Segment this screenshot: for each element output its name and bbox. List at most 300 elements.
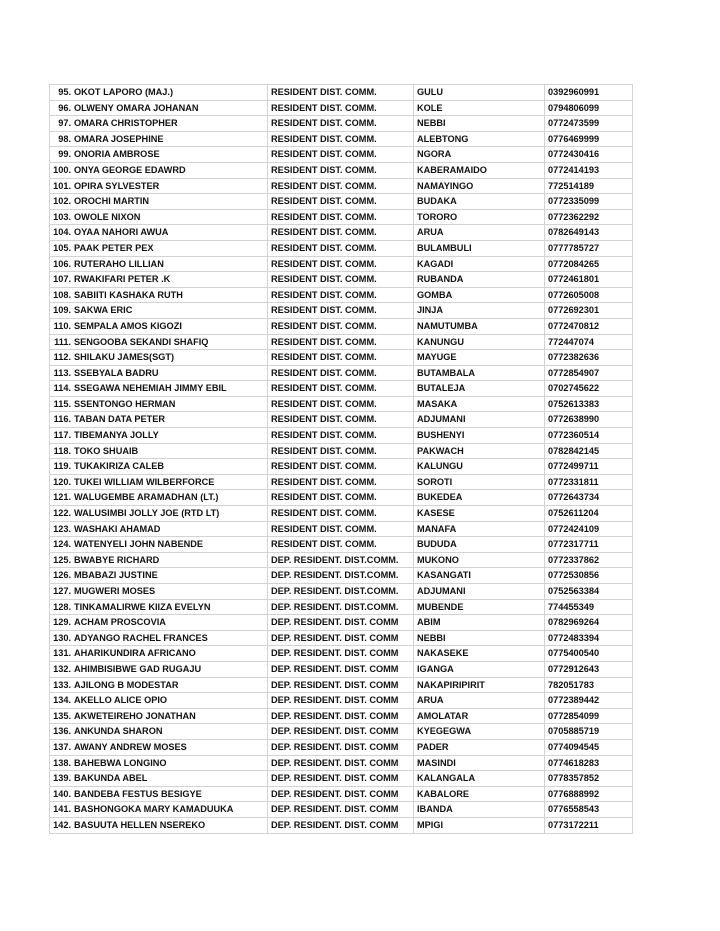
table-row xyxy=(50,100,633,116)
title-cell: DEP. RESIDENT. DIST. COMM xyxy=(268,771,414,787)
name-cell xyxy=(50,116,268,132)
phone-cell: 0772362292 xyxy=(545,209,633,225)
official-name: BAKUNDA ABEL xyxy=(74,773,148,784)
official-name: ONORIA AMBROSE xyxy=(74,149,160,160)
title-cell: RESIDENT DIST. COMM. xyxy=(268,256,414,272)
district-cell: IGANGA xyxy=(414,661,545,677)
district-cell: IBANDA xyxy=(414,802,545,818)
official-name: SEMPALA AMOS KIGOZI xyxy=(74,320,182,331)
title-cell: DEP. RESIDENT. DIST. COMM xyxy=(268,708,414,724)
district-cell: GULU xyxy=(414,85,545,101)
district-cell: NAKAPIRIPIRIT xyxy=(414,677,545,693)
name-cell xyxy=(50,178,268,194)
table-row xyxy=(50,630,633,646)
official-name: PAAK PETER PEX xyxy=(74,242,154,253)
name-cell xyxy=(50,131,268,147)
name-cell xyxy=(50,225,268,241)
row-number: 104. xyxy=(53,227,71,238)
name-cell xyxy=(50,194,268,210)
title-cell: RESIDENT DIST. COMM. xyxy=(268,521,414,537)
title-cell: DEP. RESIDENT. DIST. COMM xyxy=(268,693,414,709)
row-number: 96. xyxy=(58,102,71,113)
phone-cell: 0772605008 xyxy=(545,287,633,303)
phone-cell: 0794806099 xyxy=(545,100,633,116)
phone-cell: 0772389442 xyxy=(545,693,633,709)
name-cell xyxy=(50,693,268,709)
name-cell xyxy=(50,568,268,584)
district-cell: MASINDI xyxy=(414,755,545,771)
official-name: SSEBYALA BADRU xyxy=(74,367,159,378)
table-row xyxy=(50,209,633,225)
phone-cell: 0772854099 xyxy=(545,708,633,724)
official-name: BANDEBA FESTUS BESIGYE xyxy=(74,788,202,799)
table-row xyxy=(50,459,633,475)
name-cell xyxy=(50,708,268,724)
district-cell: BUTAMBALA xyxy=(414,365,545,381)
table-row xyxy=(50,755,633,771)
row-number: 101. xyxy=(53,180,71,191)
title-cell: RESIDENT DIST. COMM. xyxy=(268,506,414,522)
row-number: 134. xyxy=(53,695,71,706)
district-cell: ARUA xyxy=(414,693,545,709)
title-cell: DEP. RESIDENT. DIST. COMM xyxy=(268,661,414,677)
title-cell: RESIDENT DIST. COMM. xyxy=(268,209,414,225)
official-name: SENGOOBA SEKANDI SHAFIQ xyxy=(74,336,209,347)
row-number: 142. xyxy=(53,819,71,830)
phone-cell: 0773172211 xyxy=(545,817,633,833)
district-cell: NEBBI xyxy=(414,630,545,646)
name-cell xyxy=(50,287,268,303)
table-row xyxy=(50,802,633,818)
official-name: AJILONG B MODESTAR xyxy=(74,679,179,690)
table-row xyxy=(50,178,633,194)
phone-cell: 0772854907 xyxy=(545,365,633,381)
district-cell: MUKONO xyxy=(414,552,545,568)
title-cell: DEP. RESIDENT. DIST. COMM xyxy=(268,615,414,631)
row-number: 100. xyxy=(53,164,71,175)
table-row xyxy=(50,365,633,381)
phone-cell: 0774094545 xyxy=(545,739,633,755)
official-name: OKOT LAPORO (MAJ.) xyxy=(74,87,174,97)
row-number: 128. xyxy=(53,601,71,612)
row-number: 125. xyxy=(53,554,71,565)
row-number: 111. xyxy=(54,336,71,347)
row-number: 131. xyxy=(53,648,71,659)
name-cell xyxy=(50,350,268,366)
table-row xyxy=(50,287,633,303)
title-cell: RESIDENT DIST. COMM. xyxy=(268,303,414,319)
district-cell: AMOLATAR xyxy=(414,708,545,724)
table-row xyxy=(50,381,633,397)
phone-cell: 0776469999 xyxy=(545,131,633,147)
table-row xyxy=(50,521,633,537)
district-cell: ABIM xyxy=(414,615,545,631)
official-name: TABAN DATA PETER xyxy=(74,414,166,425)
district-cell: NGORA xyxy=(414,147,545,163)
name-cell xyxy=(50,428,268,444)
phone-cell: 0772461801 xyxy=(545,272,633,288)
district-cell: KASANGATI xyxy=(414,568,545,584)
phone-cell: 0772643734 xyxy=(545,490,633,506)
official-name: SSEGAWA NEHEMIAH JIMMY EBIL xyxy=(74,383,227,394)
table-row xyxy=(50,412,633,428)
row-number: 130. xyxy=(53,632,71,643)
title-cell: RESIDENT DIST. COMM. xyxy=(268,287,414,303)
title-cell: DEP. RESIDENT. DIST. COMM xyxy=(268,817,414,833)
official-name: RWAKIFARI PETER .K xyxy=(74,274,171,285)
title-cell: DEP. RESIDENT. DIST. COMM xyxy=(268,630,414,646)
title-cell: RESIDENT DIST. COMM. xyxy=(268,272,414,288)
title-cell: RESIDENT DIST. COMM. xyxy=(268,350,414,366)
district-cell: ALEBTONG xyxy=(414,131,545,147)
official-name: AKELLO ALICE OPIO xyxy=(74,695,168,706)
row-number: 122. xyxy=(53,508,71,519)
row-number: 138. xyxy=(53,757,71,768)
phone-cell: 0772317711 xyxy=(545,537,633,553)
row-number: 141. xyxy=(53,804,71,815)
name-cell xyxy=(50,209,268,225)
name-cell xyxy=(50,443,268,459)
name-cell xyxy=(50,646,268,662)
district-cell: BUDAKA xyxy=(414,194,545,210)
district-cell: NAMAYINGO xyxy=(414,178,545,194)
table-row xyxy=(50,724,633,740)
district-cell: KABERAMAIDO xyxy=(414,162,545,178)
name-cell xyxy=(50,256,268,272)
name-cell xyxy=(50,817,268,833)
phone-cell: 774455349 xyxy=(545,599,633,615)
name-cell xyxy=(50,303,268,319)
official-name: AWANY ANDREW MOSES xyxy=(74,741,187,752)
official-name: TUKEI WILLIAM WILBERFORCE xyxy=(74,476,215,487)
phone-cell: 0772424109 xyxy=(545,521,633,537)
row-number: 120. xyxy=(53,476,71,487)
official-name: OWOLE NIXON xyxy=(74,211,141,222)
row-number: 136. xyxy=(53,726,71,737)
title-cell: RESIDENT DIST. COMM. xyxy=(268,162,414,178)
row-number: 129. xyxy=(53,617,71,628)
name-cell xyxy=(50,584,268,600)
title-cell: RESIDENT DIST. COMM. xyxy=(268,240,414,256)
district-cell: PAKWACH xyxy=(414,443,545,459)
name-cell xyxy=(50,630,268,646)
district-cell: KANUNGU xyxy=(414,334,545,350)
official-name: MBABAZI JUSTINE xyxy=(74,570,158,581)
title-cell: RESIDENT DIST. COMM. xyxy=(268,474,414,490)
official-name: SSENTONGO HERMAN xyxy=(74,398,176,409)
title-cell: RESIDENT DIST. COMM. xyxy=(268,412,414,428)
name-cell xyxy=(50,396,268,412)
name-cell xyxy=(50,85,268,101)
table-row xyxy=(50,739,633,755)
row-number: 127. xyxy=(53,586,71,596)
official-name: WALUGEMBE ARAMADHAN (LT.) xyxy=(74,492,219,503)
row-number: 135. xyxy=(53,710,71,721)
row-number: 112. xyxy=(53,352,71,363)
name-cell xyxy=(50,459,268,475)
official-name: ADYANGO RACHEL FRANCES xyxy=(74,632,208,643)
district-cell: NAMUTUMBA xyxy=(414,318,545,334)
title-cell: RESIDENT DIST. COMM. xyxy=(268,100,414,116)
phone-cell: 0772692301 xyxy=(545,303,633,319)
row-number: 124. xyxy=(53,539,71,550)
title-cell: RESIDENT DIST. COMM. xyxy=(268,318,414,334)
phone-cell: 0772331811 xyxy=(545,474,633,490)
official-name: RUTERAHO LILLIAN xyxy=(74,258,164,269)
title-cell: RESIDENT DIST. COMM. xyxy=(268,459,414,475)
official-name: OMARA CHRISTOPHER xyxy=(74,118,178,129)
title-cell: RESIDENT DIST. COMM. xyxy=(268,381,414,397)
table-row xyxy=(50,646,633,662)
district-cell: PADER xyxy=(414,739,545,755)
table-row xyxy=(50,396,633,412)
district-cell: KALANGALA xyxy=(414,771,545,787)
district-cell: ADJUMANI xyxy=(414,584,545,600)
name-cell xyxy=(50,240,268,256)
phone-cell: 0775400540 xyxy=(545,646,633,662)
name-cell xyxy=(50,318,268,334)
title-cell: RESIDENT DIST. COMM. xyxy=(268,85,414,101)
table-row xyxy=(50,116,633,132)
district-cell: MASAKA xyxy=(414,396,545,412)
phone-cell: 0752563384 xyxy=(545,584,633,600)
name-cell xyxy=(50,162,268,178)
table-row xyxy=(50,272,633,288)
table-row xyxy=(50,708,633,724)
name-cell xyxy=(50,599,268,615)
title-cell: DEP. RESIDENT. DIST. COMM xyxy=(268,786,414,802)
official-name: TUKAKIRIZA CALEB xyxy=(74,461,164,472)
name-cell xyxy=(50,100,268,116)
title-cell: RESIDENT DIST. COMM. xyxy=(268,225,414,241)
row-number: 133. xyxy=(53,679,71,690)
row-number: 105. xyxy=(53,242,71,253)
phone-cell: 0772382636 xyxy=(545,350,633,366)
name-cell xyxy=(50,334,268,350)
official-name: SHILAKU JAMES(SGT) xyxy=(74,352,175,363)
phone-cell: 0392960991 xyxy=(545,85,633,101)
name-cell xyxy=(50,802,268,818)
title-cell: RESIDENT DIST. COMM. xyxy=(268,334,414,350)
official-name: TIBEMANYA JOLLY xyxy=(74,430,159,441)
row-number: 117. xyxy=(53,430,71,441)
title-cell: RESIDENT DIST. COMM. xyxy=(268,116,414,132)
official-name: AHARIKUNDIRA AFRICANO xyxy=(74,648,196,659)
title-cell: RESIDENT DIST. COMM. xyxy=(268,428,414,444)
name-cell xyxy=(50,381,268,397)
district-cell: KOLE xyxy=(414,100,545,116)
table-row xyxy=(50,256,633,272)
title-cell: RESIDENT DIST. COMM. xyxy=(268,178,414,194)
phone-cell: 0772483394 xyxy=(545,630,633,646)
phone-cell: 0772337862 xyxy=(545,552,633,568)
title-cell: RESIDENT DIST. COMM. xyxy=(268,396,414,412)
phone-cell: 0752613383 xyxy=(545,396,633,412)
table-row xyxy=(50,817,633,833)
table-row xyxy=(50,568,633,584)
name-cell xyxy=(50,739,268,755)
title-cell: RESIDENT DIST. COMM. xyxy=(268,365,414,381)
phone-cell: 0778357852 xyxy=(545,771,633,787)
district-cell: BUKEDEA xyxy=(414,490,545,506)
official-name: OPIRA SYLVESTER xyxy=(74,180,160,191)
official-name: OROCHI MARTIN xyxy=(74,196,150,207)
official-name: OYAA NAHORI AWUA xyxy=(74,227,169,238)
official-name: WALUSIMBI JOLLY JOE (RTD LT) xyxy=(74,508,220,519)
phone-cell: 772447074 xyxy=(545,334,633,350)
name-cell xyxy=(50,272,268,288)
name-cell xyxy=(50,677,268,693)
phone-cell: 772514189 xyxy=(545,178,633,194)
row-number: 123. xyxy=(53,523,71,534)
district-cell: KABALORE xyxy=(414,786,545,802)
row-number: 118. xyxy=(53,445,71,456)
row-number: 140. xyxy=(53,788,71,799)
phone-cell: 0782969264 xyxy=(545,615,633,631)
official-name: WATENYELI JOHN NABENDE xyxy=(74,539,203,550)
row-number: 107. xyxy=(53,274,71,285)
phone-cell: 0772912643 xyxy=(545,661,633,677)
district-cell: MANAFA xyxy=(414,521,545,537)
title-cell: RESIDENT DIST. COMM. xyxy=(268,443,414,459)
phone-cell: 782051783 xyxy=(545,677,633,693)
table-row xyxy=(50,661,633,677)
row-number: 109. xyxy=(53,305,71,316)
phone-cell: 0772470812 xyxy=(545,318,633,334)
official-name: OLWENY OMARA JOHANAN xyxy=(74,102,199,113)
name-cell xyxy=(50,771,268,787)
official-name: MUGWERI MOSES xyxy=(74,586,156,596)
table-row xyxy=(50,786,633,802)
district-cell: ADJUMANI xyxy=(414,412,545,428)
name-cell xyxy=(50,724,268,740)
officials-table xyxy=(49,84,633,834)
district-cell: KYEGEGWA xyxy=(414,724,545,740)
phone-cell: 0772430416 xyxy=(545,147,633,163)
phone-cell: 0777785727 xyxy=(545,240,633,256)
table-row xyxy=(50,225,633,241)
district-cell: MUBENDE xyxy=(414,599,545,615)
table-row xyxy=(50,677,633,693)
table-row xyxy=(50,474,633,490)
table-row xyxy=(50,537,633,553)
phone-cell: 0772335099 xyxy=(545,194,633,210)
table-row xyxy=(50,693,633,709)
table-row xyxy=(50,194,633,210)
district-cell: KASESE xyxy=(414,506,545,522)
name-cell xyxy=(50,537,268,553)
district-cell: BUSHENYI xyxy=(414,428,545,444)
name-cell xyxy=(50,474,268,490)
row-number: 115. xyxy=(53,398,71,409)
district-cell: KALUNGU xyxy=(414,459,545,475)
row-number: 99. xyxy=(58,149,71,160)
row-number: 102. xyxy=(53,196,71,207)
table-row xyxy=(50,506,633,522)
row-number: 113. xyxy=(53,367,71,378)
name-cell xyxy=(50,755,268,771)
table-row xyxy=(50,771,633,787)
name-cell xyxy=(50,412,268,428)
table-row xyxy=(50,318,633,334)
district-cell: BULAMBULI xyxy=(414,240,545,256)
title-cell: DEP. RESIDENT. DIST.COMM. xyxy=(268,599,414,615)
official-name: BAHEBWA LONGINO xyxy=(74,757,167,768)
table-row xyxy=(50,615,633,631)
table-row xyxy=(50,162,633,178)
table-row xyxy=(50,350,633,366)
table-row xyxy=(50,131,633,147)
district-cell: NAKASEKE xyxy=(414,646,545,662)
district-cell: BUDUDA xyxy=(414,537,545,553)
table-row xyxy=(50,334,633,350)
official-name: BASHONGOKA MARY KAMADUUKA xyxy=(74,804,234,815)
title-cell: DEP. RESIDENT. DIST.COMM. xyxy=(268,568,414,584)
title-cell: RESIDENT DIST. COMM. xyxy=(268,537,414,553)
table-row xyxy=(50,85,633,101)
name-cell xyxy=(50,490,268,506)
district-cell: KAGADI xyxy=(414,256,545,272)
phone-cell: 0702745622 xyxy=(545,381,633,397)
phone-cell: 0772473599 xyxy=(545,116,633,132)
title-cell: DEP. RESIDENT. DIST. COMM xyxy=(268,802,414,818)
district-cell: GOMBA xyxy=(414,287,545,303)
table-row xyxy=(50,552,633,568)
title-cell: RESIDENT DIST. COMM. xyxy=(268,194,414,210)
row-number: 116. xyxy=(53,414,71,425)
phone-cell: 0772084265 xyxy=(545,256,633,272)
phone-cell: 0772360514 xyxy=(545,428,633,444)
phone-cell: 0782649143 xyxy=(545,225,633,241)
name-cell xyxy=(50,552,268,568)
official-name: BASUUTA HELLEN NSEREKO xyxy=(74,819,206,830)
row-number: 98. xyxy=(58,133,71,144)
district-cell: NEBBI xyxy=(414,116,545,132)
phone-cell: 0782842145 xyxy=(545,443,633,459)
phone-cell: 0772638990 xyxy=(545,412,633,428)
phone-cell: 0772499711 xyxy=(545,459,633,475)
phone-cell: 0752611204 xyxy=(545,506,633,522)
table-row xyxy=(50,490,633,506)
name-cell xyxy=(50,365,268,381)
table-row xyxy=(50,303,633,319)
district-cell: MPIGI xyxy=(414,817,545,833)
official-name: WASHAKI AHAMAD xyxy=(74,523,161,534)
row-number: 121. xyxy=(53,492,71,503)
title-cell: DEP. RESIDENT. DIST. COMM xyxy=(268,677,414,693)
official-name: ACHAM PROSCOVIA xyxy=(74,617,166,628)
row-number: 119. xyxy=(53,461,71,472)
table-row xyxy=(50,147,633,163)
title-cell: RESIDENT DIST. COMM. xyxy=(268,147,414,163)
official-name: ONYA GEORGE EDAWRD xyxy=(74,164,186,175)
name-cell xyxy=(50,786,268,802)
table-row xyxy=(50,428,633,444)
phone-cell: 0772414193 xyxy=(545,162,633,178)
table-row xyxy=(50,240,633,256)
district-cell: ARUA xyxy=(414,225,545,241)
phone-cell: 0776558543 xyxy=(545,802,633,818)
table-row xyxy=(50,443,633,459)
district-cell: TORORO xyxy=(414,209,545,225)
row-number: 139. xyxy=(53,773,71,784)
title-cell: DEP. RESIDENT. DIST. COMM xyxy=(268,646,414,662)
district-cell: BUTALEJA xyxy=(414,381,545,397)
official-name: SABIITI KASHAKA RUTH xyxy=(74,289,183,300)
table-row xyxy=(50,584,633,600)
officials-table-body xyxy=(50,85,633,834)
official-name: BWABYE RICHARD xyxy=(74,554,160,565)
